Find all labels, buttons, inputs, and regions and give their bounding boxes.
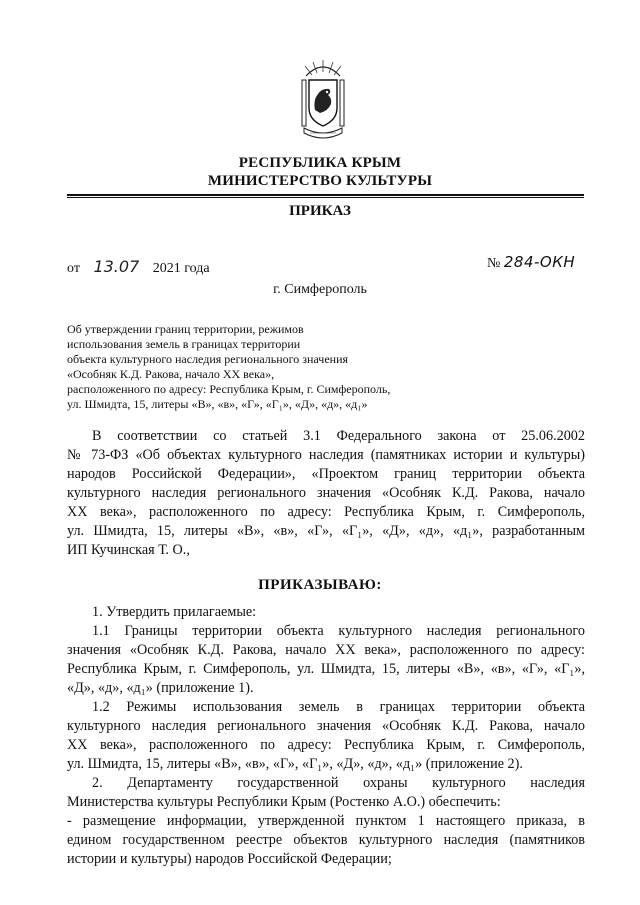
subject-line: ул. Шмидта, 15, литеры «В», «в», «Г», «Г₁», «Д», «д», «д₁»: [67, 397, 368, 411]
preamble-line: № 73-ФЗ «Об объектах культурного наследия (памятниках истории и культуры): [67, 447, 585, 463]
preamble-paragraph: [67, 427, 585, 560]
number-prefix: №: [487, 256, 501, 271]
preamble-line: ул. Шмидта, 15, литеры «В», «в», «Г», «Г₁», «Д», «д», «д₁», разработанным: [67, 523, 585, 539]
item-line: 1. Утвердить прилагаемые:: [92, 604, 257, 620]
preamble-line: культурного наследия регионального значения «Особняк К.Д. Ракова, начало: [67, 485, 585, 501]
order-number: [487, 253, 575, 272]
item-line: Министерства культуры Республики Крым (Ростенко А.О.) обеспечить:: [67, 794, 501, 810]
item-line: истории и культуры) народов Российской Федерации;: [67, 851, 392, 867]
date-year: 2021 года: [152, 261, 210, 276]
item-line: 2. Департаменту государственной охраны культурного наследия: [92, 775, 585, 791]
handwritten-date: 13.07: [93, 257, 140, 276]
item-line: Республика Крым, г. Симферополь, ул. Шмидта, 15, литеры «В», «в», «Г», «Г₁»,: [67, 661, 585, 677]
subject-line: расположенного по адресу: Республика Крым, г. Симферополь,: [67, 382, 391, 396]
item-line: XX века», расположенного по адресу: Республика Крым, г. Симферополь,: [67, 737, 585, 753]
order-items: [67, 603, 585, 869]
item-line: 1.2 Режимы использования земель в границах территории объекта: [92, 699, 585, 715]
order-date: [67, 257, 210, 277]
preamble-line: ИП Кучинская Т. О.,: [67, 542, 190, 558]
handwritten-number: 284-ОКН: [503, 253, 576, 271]
item-line: едином государственном реестре объектов культурного наследия (памятников: [67, 832, 585, 848]
subject-line: объекта культурного наследия регионального значения: [67, 352, 349, 366]
city-line: г. Симферополь: [273, 282, 367, 297]
subject-line: Об утверждении границ территории, режимов: [67, 322, 304, 336]
item-line: культурного наследия регионального значения «Особняк К.Д. Ракова, начало: [67, 718, 585, 734]
header-divider-thin: [67, 197, 584, 198]
date-prefix: от: [67, 261, 80, 276]
coat-of-arms-emblem: [298, 58, 348, 144]
preamble-line: В соответствии со статьей 3.1 Федерального закона от 25.06.2002: [92, 428, 585, 444]
item-line: «Д», «д», «д₁» (приложение 1).: [67, 680, 254, 696]
organization-line-1: РЕСПУБЛИКА КРЫМ: [238, 155, 402, 171]
item-line: - размещение информации, утвержденной пунктом 1 настоящего приказа, в: [67, 813, 585, 829]
subject-line: использования земель в границах территории: [67, 337, 301, 351]
item-line: значения «Особняк К.Д. Ракова, начало XX века», расположенного по адресу:: [67, 642, 585, 658]
preamble-line: народов Российской Федерации», «Проектом границ территории объекта: [67, 466, 585, 482]
order-heading: ПРИКАЗЫВАЮ:: [258, 577, 382, 593]
preamble-line: XX века», расположенного по адресу: Республика Крым, г. Симферополь,: [67, 504, 585, 520]
order-subject: [67, 322, 467, 412]
document-type-title: ПРИКАЗ: [289, 203, 351, 219]
organization-line-2: МИНИСТЕРСТВО КУЛЬТУРЫ: [207, 173, 433, 189]
header-divider-thick: [67, 194, 584, 196]
item-line: ул. Шмидта, 15, литеры «В», «в», «Г», «Г₁», «Д», «д», «д₁» (приложение 2).: [67, 756, 523, 772]
subject-line: «Особняк К.Д. Ракова, начало XX века»,: [67, 367, 275, 381]
item-line: 1.1 Границы территории объекта культурного наследия регионального: [92, 623, 585, 639]
